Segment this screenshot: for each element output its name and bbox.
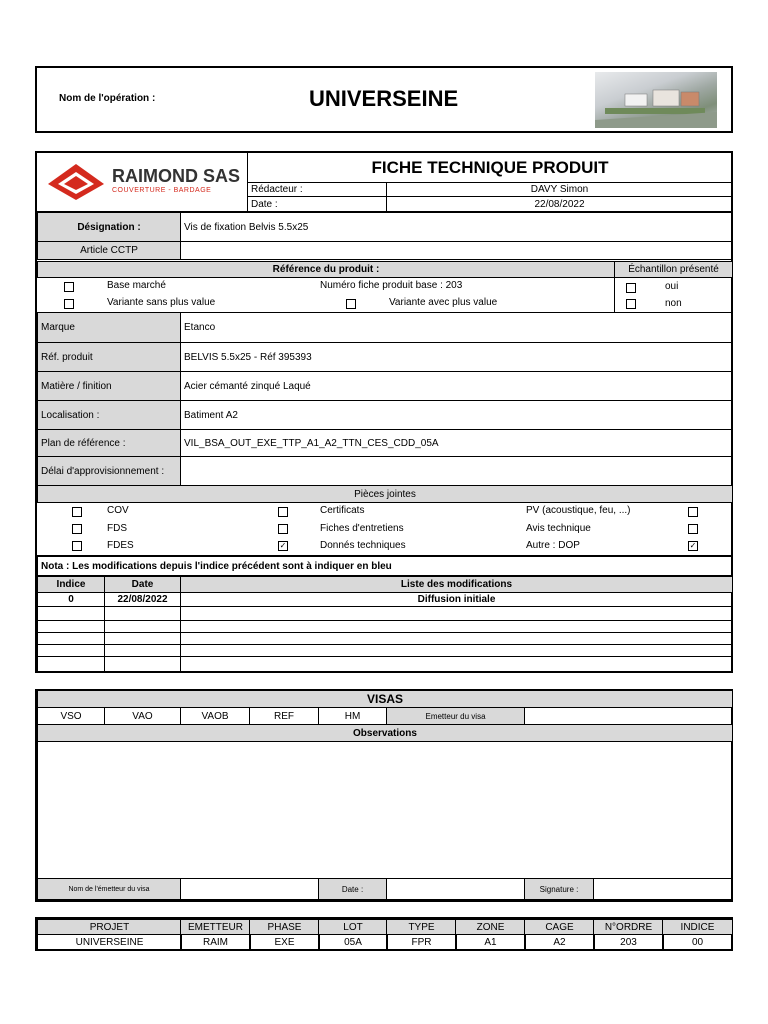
reference-options [37, 277, 615, 313]
signature-value[interactable] [593, 878, 732, 900]
avis-technique-label: Avis technique [526, 523, 591, 534]
building-icon [595, 72, 717, 128]
footer-header-cell: PHASE [249, 919, 320, 935]
footer-value-cell: 203 [593, 934, 664, 949]
numero-fiche-label: Numéro fiche produit base : 203 [320, 280, 463, 291]
reference-header: Référence du produit : [37, 261, 615, 278]
observations-area[interactable] [37, 741, 732, 879]
operation-header [35, 66, 733, 133]
certificats-checkbox[interactable] [278, 507, 288, 517]
footer-header-cell: ZONE [455, 919, 526, 935]
base-marche-label: Base marché [107, 280, 166, 291]
autre-dop-checkbox[interactable]: ✓ [689, 541, 697, 550]
fdes-label: FDES [107, 540, 134, 551]
operation-label: Nom de l'opération : [59, 93, 156, 104]
pv-label: PV (acoustique, feu, ...) [526, 505, 631, 516]
redacteur-label: Rédacteur : [247, 182, 387, 197]
designation-label: Désignation : [37, 212, 181, 242]
observations-header: Observations [37, 724, 732, 742]
localisation-label: Localisation : [37, 400, 181, 430]
matiere-value: Acier cémanté zinqué Laqué [180, 371, 732, 401]
ref-produit-label: Réf. produit [37, 342, 181, 372]
footer-header-cell: PROJET [37, 919, 182, 935]
signature-label: Signature : [524, 878, 594, 900]
visa-vaob[interactable]: VAOB [180, 707, 250, 725]
fiches-entretiens-checkbox[interactable] [278, 524, 288, 534]
cov-label: COV [107, 505, 129, 516]
designation-value: Vis de fixation Belvis 5.5x25 [180, 212, 732, 242]
variante-avec-label: Variante avec plus value [389, 297, 498, 308]
mod-header-liste: Liste des modifications [180, 576, 732, 593]
nota-text: Nota : Les modifications depuis l'indice précédent sont à indiquer en bleu [37, 556, 732, 576]
date-label: Date : [247, 196, 387, 212]
company-name: RAIMOND SAS [112, 166, 241, 186]
pieces-header: Pièces jointes [37, 485, 732, 503]
certificats-label: Certificats [320, 505, 365, 516]
localisation-value: Batiment A2 [180, 400, 732, 430]
mod-header-date: Date [104, 576, 181, 593]
delai-value [180, 456, 732, 486]
visa-date-label: Date : [318, 878, 387, 900]
donnes-techniques-label: Donnés techniques [320, 540, 406, 551]
mod-header-indice: Indice [37, 576, 105, 593]
visa-vso[interactable]: VSO [37, 707, 105, 725]
footer-header-cell: EMETTEUR [180, 919, 251, 935]
company-tagline: COUVERTURE - BARDAGE [112, 187, 212, 194]
footer-header-cell: TYPE [386, 919, 457, 935]
visa-vao[interactable]: VAO [104, 707, 181, 725]
variante-sans-checkbox[interactable] [64, 299, 74, 309]
plan-reference-value: VIL_BSA_OUT_EXE_TTP_A1_A2_TTN_CES_CDD_05A [180, 429, 732, 457]
variante-sans-label: Variante sans plus value [107, 297, 216, 308]
delai-label: Délai d'approvisionnement : [37, 456, 181, 486]
marque-value: Etanco [180, 312, 732, 343]
visa-date-value[interactable] [386, 878, 525, 900]
avis-technique-checkbox[interactable] [688, 524, 698, 534]
emetteur-visa-value[interactable] [524, 707, 732, 725]
visas-title: VISAS [37, 691, 732, 708]
ref-produit-value: BELVIS 5.5x25 - Réf 395393 [180, 342, 732, 372]
footer-value-cell: FPR [386, 934, 457, 949]
cov-checkbox[interactable] [72, 507, 82, 517]
operation-name: UNIVERSEINE [309, 86, 459, 111]
footer-header-cell: LOT [318, 919, 388, 935]
matiere-label: Matière / finition [37, 371, 181, 401]
base-marche-checkbox[interactable] [64, 282, 74, 292]
footer-header-cell: N°ORDRE [593, 919, 664, 935]
footer-value-cell: A2 [524, 934, 595, 949]
fds-checkbox[interactable] [72, 524, 82, 534]
mod-empty-row [104, 656, 181, 671]
donnes-techniques-checkbox[interactable]: ✓ [279, 541, 287, 550]
footer-value-cell: 00 [662, 934, 732, 949]
autre-dop-label: Autre : DOP [526, 540, 580, 551]
mod-row-liste: Diffusion initiale [180, 592, 732, 607]
pv-checkbox[interactable] [688, 507, 698, 517]
mod-empty-row [180, 656, 732, 671]
footer-value-cell: UNIVERSEINE [37, 934, 182, 949]
pyramid-logo-icon [46, 162, 106, 202]
variante-avec-checkbox[interactable] [346, 299, 356, 309]
footer-value-cell: EXE [249, 934, 320, 949]
echantillon-header: Échantillon présenté [614, 261, 732, 278]
footer-value-cell: 05A [318, 934, 388, 949]
fds-label: FDS [107, 523, 127, 534]
footer-value-cell: RAIM [180, 934, 251, 949]
redacteur-value: DAVY Simon [386, 182, 732, 197]
mod-empty-row [104, 606, 181, 621]
site-photo [595, 72, 717, 128]
company-logo [46, 160, 242, 202]
fiches-entretiens-label: Fiches d'entretiens [320, 523, 404, 534]
footer-value-cell: A1 [455, 934, 526, 949]
date-value: 22/08/2022 [386, 196, 732, 212]
emetteur-visa-label: Emetteur du visa [386, 707, 525, 725]
visa-ref[interactable]: REF [249, 707, 319, 725]
article-cctp-value [180, 241, 732, 260]
mod-row-indice: 0 [37, 592, 105, 607]
echantillon-options [614, 277, 732, 313]
mod-empty-row [37, 656, 105, 671]
non-checkbox[interactable] [626, 299, 636, 309]
mod-empty-row [180, 606, 732, 621]
oui-label: oui [665, 281, 679, 292]
nom-emetteur-label: Nom de l'émetteur du visa [37, 878, 181, 900]
footer-header-cell: CAGE [524, 919, 595, 935]
article-cctp-label: Article CCTP [37, 241, 181, 260]
mod-empty-row [37, 606, 105, 621]
pieces-grid [37, 502, 732, 556]
fiche-title: FICHE TECHNIQUE PRODUIT [247, 153, 732, 183]
mod-row-date: 22/08/2022 [104, 592, 181, 607]
oui-checkbox[interactable] [626, 283, 636, 293]
nom-emetteur-value[interactable] [180, 878, 319, 900]
marque-label: Marque [37, 312, 181, 343]
visa-hm[interactable]: HM [318, 707, 387, 725]
non-label: non [665, 298, 682, 309]
fdes-checkbox[interactable] [72, 541, 82, 551]
plan-reference-label: Plan de référence : [37, 429, 181, 457]
footer-header-cell: INDICE [662, 919, 732, 935]
